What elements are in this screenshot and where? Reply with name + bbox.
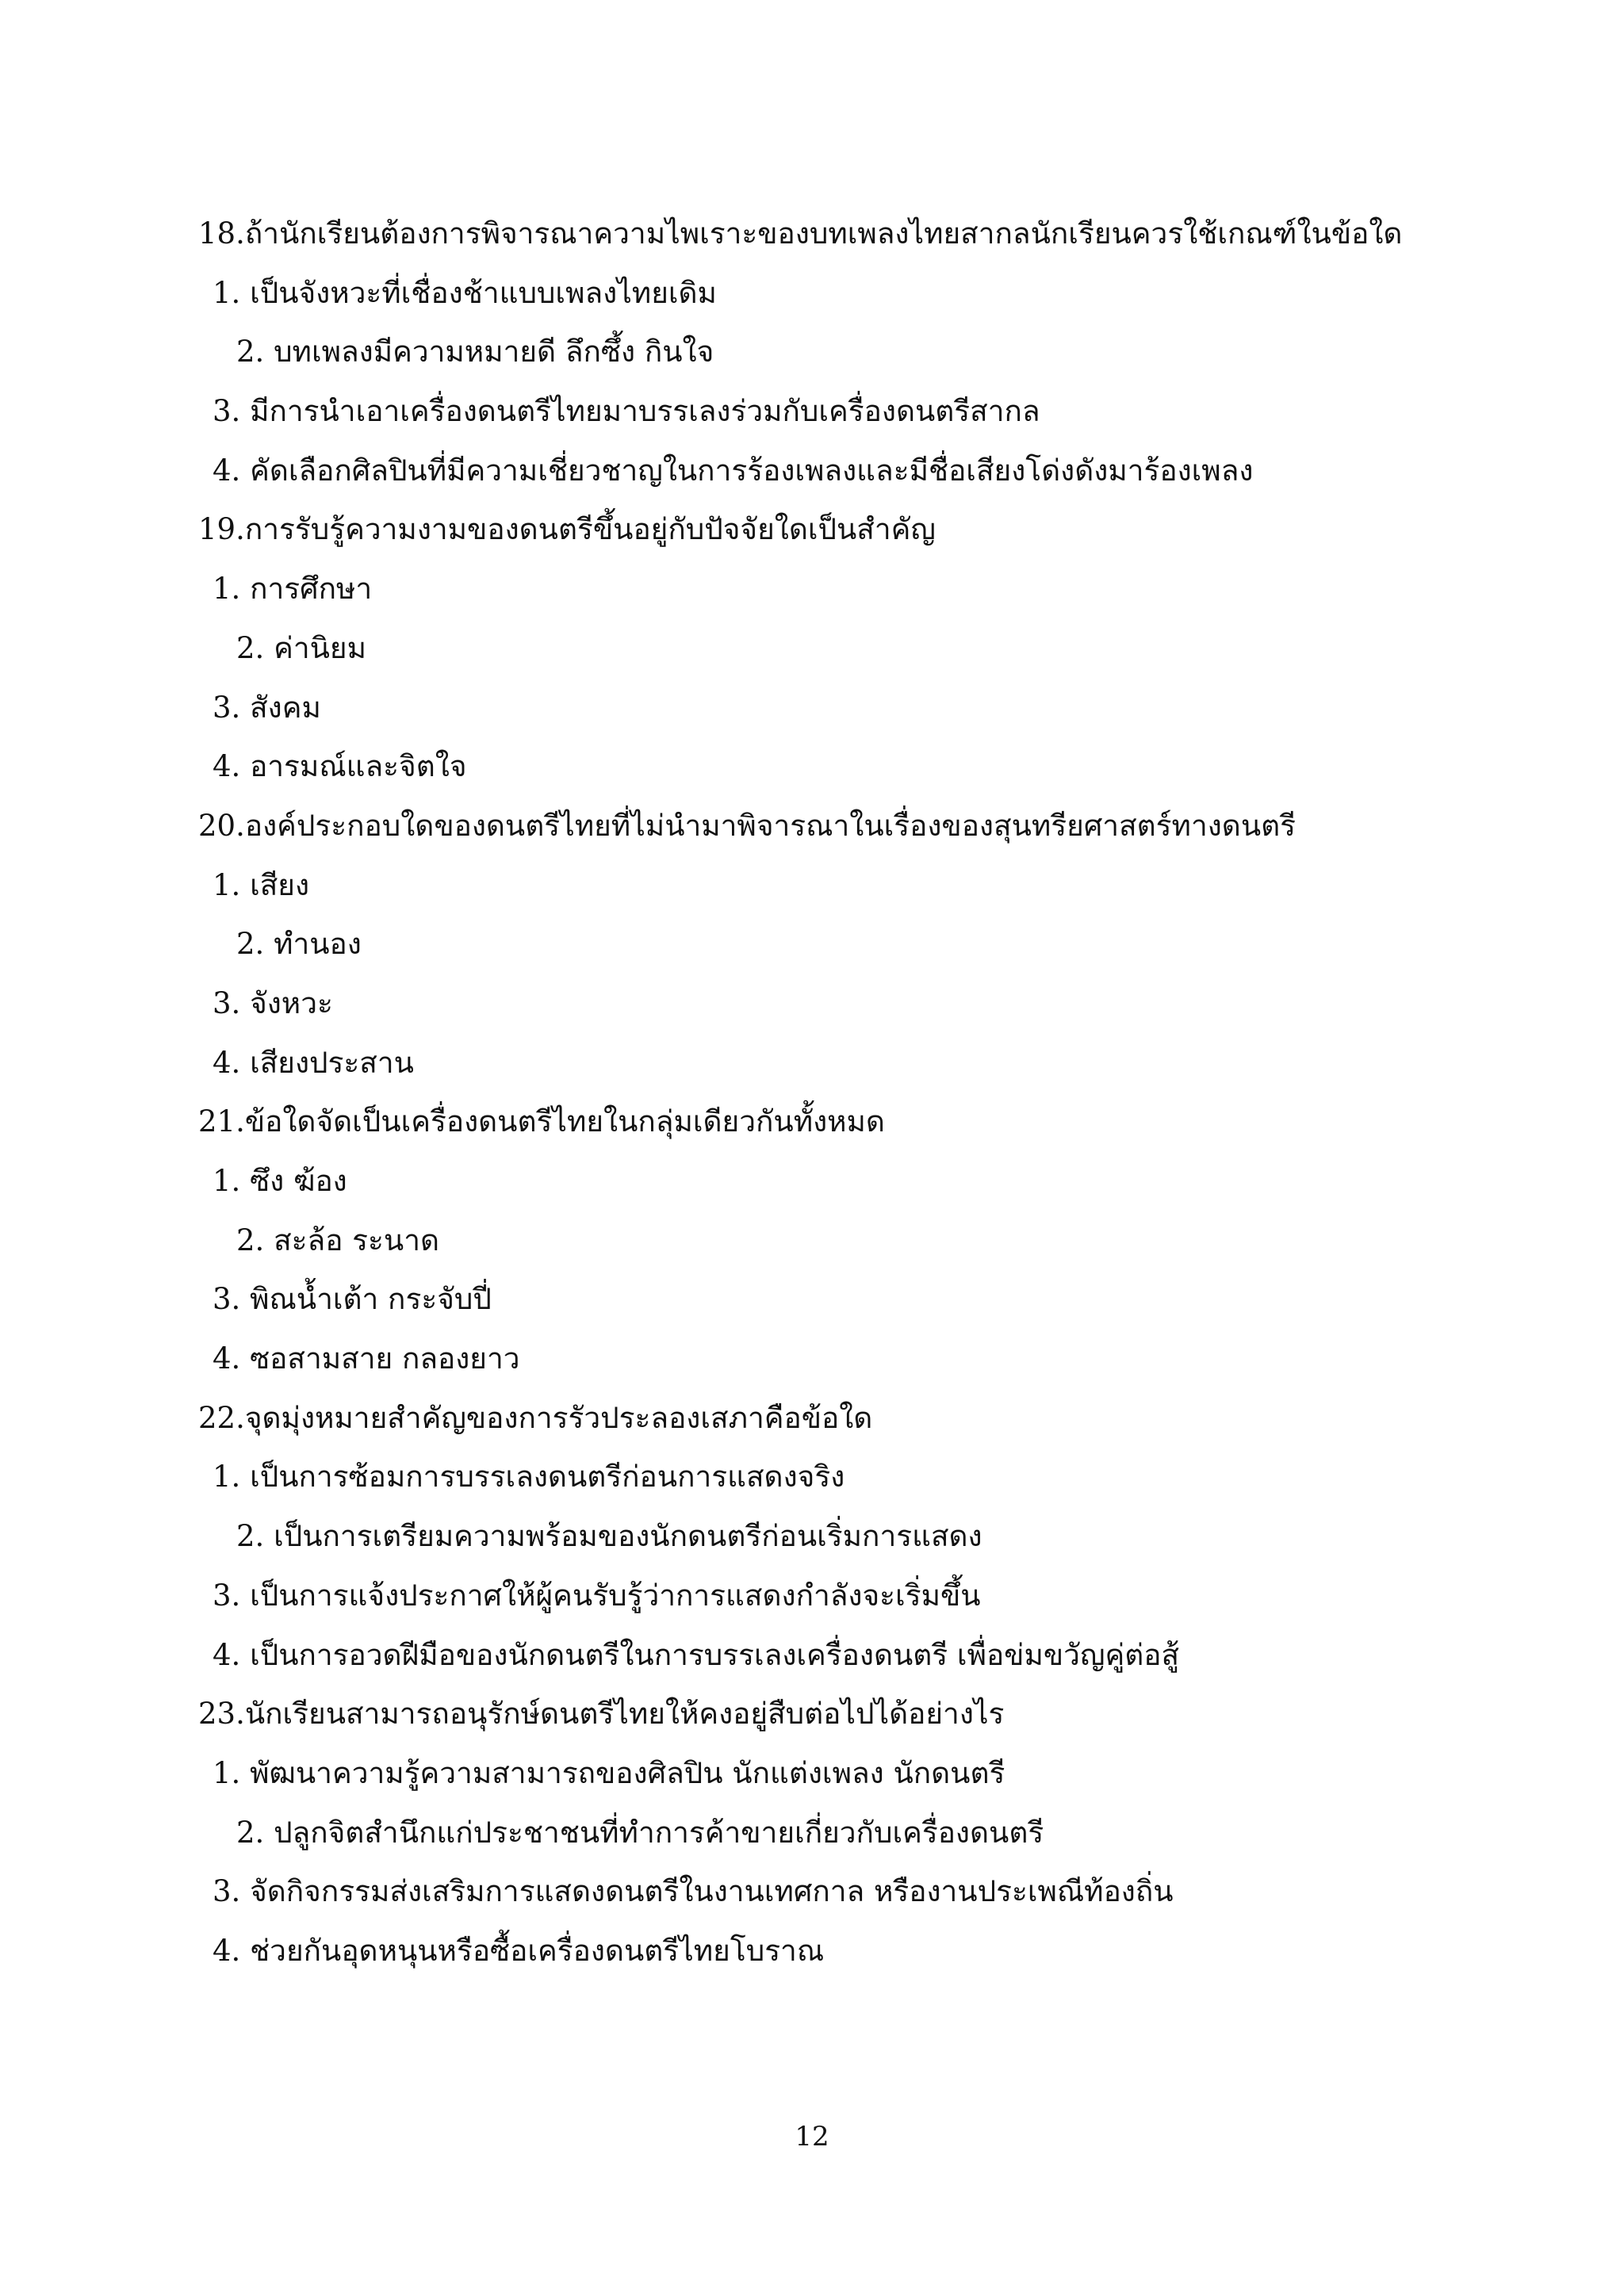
question-text: จุดมุ่งหมายสำคัญของการรัวประลองเสภาคือข้อใด: [244, 1400, 873, 1435]
choice-20-1: 1. เสียง: [213, 867, 310, 902]
choice-20-2: 2. ทำนอง: [236, 927, 362, 962]
choice-19-1: 1. การศึกษา: [213, 572, 373, 607]
page-number: 12: [795, 2121, 829, 2152]
choice-18-1: 1. เป็นจังหวะที่เชื่องช้าแบบเพลงไทยเดิม: [213, 275, 717, 310]
choice-22-1: 1. เป็นการซ้อมการบรรเลงดนตรีก่อนการแสดงจริง: [213, 1460, 845, 1494]
question-text: นักเรียนสามารถอนุรักษ์ดนตรีไทยให้คงอยู่สืบต่อไปได้อย่างไร: [244, 1697, 1005, 1732]
question-list: [198, 205, 1467, 1981]
choice-21-4: 4. ซอสามสาย กลองยาว: [213, 1341, 520, 1376]
choice-18-4: 4. คัดเลือกศิลปินที่มีความเชี่ยวชาญในการร้องเพลงและมีชื่อเสียงโด่งดังมาร้องเพลง: [213, 453, 1254, 488]
choice-22-2: 2. เป็นการเตรียมความพร้อมของนักดนตรีก่อนเริ่มการแสดง: [236, 1519, 982, 1554]
question-23: [198, 1685, 1467, 1744]
question-text: การรับรู้ความงามของดนตรีขึ้นอยู่กับปัจจัยใดเป็นสำคัญ: [244, 512, 936, 547]
choice-23-2: 2. ปลูกจิตสำนึกแก่ประชาชนที่ทำการค้าขายเกี่ยวกับเครื่องดนตรี: [236, 1815, 1044, 1850]
question-text: ข้อใดจัดเป็นเครื่องดนตรีไทยในกลุ่มเดียวกันทั้งหมด: [244, 1104, 885, 1139]
choice-21-1: 1. ซึง ฆ้อง: [213, 1164, 347, 1198]
choice-19-4: 4. อารมณ์และจิตใจ: [213, 749, 467, 784]
choice-19-3: 3. สังคม: [213, 690, 321, 725]
choice-23-4: 4. ช่วยกันอุดหนุนหรือซื้อเครื่องดนตรีไทยโบราณ: [213, 1933, 825, 1968]
choice-20-4: 4. เสียงประสาน: [213, 1045, 414, 1080]
choice-18-3: 3. มีการนำเอาเครื่องดนตรีไทยมาบรรเลงร่วมกับเครื่องดนตรีสากล: [213, 394, 1040, 429]
choice-21-3: 3. พิณน้ำเต้า กระจับปี่: [213, 1282, 492, 1317]
choice-23-1: 1. พัฒนาความรู้ความสามารถของศิลปิน นักแต่งเพลง นักดนตรี: [213, 1755, 1005, 1790]
question-text: องค์ประกอบใดของดนตรีไทยที่ไม่นำมาพิจารณาในเรื่องของสุนทรียศาสตร์ทางดนตรี: [244, 808, 1297, 843]
choice-19-2: 2. ค่านิยม: [236, 630, 366, 665]
question-22: [198, 1389, 1467, 1448]
choice-22-3: 3. เป็นการแจ้งประกาศให้ผู้คนรับรู้ว่าการแสดงกำลังจะเริ่มขึ้น: [213, 1578, 981, 1613]
choice-22-4: 4. เป็นการอวดฝีมือของนักดนตรีในการบรรเลงเครื่องดนตรี เพื่อข่มขวัญคู่ต่อสู้: [213, 1637, 1180, 1672]
question-number: 18.: [198, 216, 245, 251]
question-20: [198, 797, 1467, 856]
choice-20-3: 3. จังหวะ: [213, 985, 333, 1020]
choice-23-3: 3. จัดกิจกรรมส่งเสริมการแสดงดนตรีในงานเทศกาล หรืองานประเพณีท้องถิ่น: [213, 1874, 1174, 1909]
question-21: [198, 1093, 1467, 1152]
choice-21-2: 2. สะล้อ ระนาด: [236, 1223, 440, 1257]
question-number: 20.: [198, 808, 245, 843]
question-number: 22.: [198, 1400, 245, 1435]
question-18: [198, 205, 1467, 264]
question-number: 19.: [198, 512, 245, 547]
question-19: [198, 500, 1467, 560]
question-number: 21.: [198, 1104, 245, 1139]
question-number: 23.: [198, 1697, 245, 1732]
choice-18-2: 2. บทเพลงมีความหมายดี ลึกซึ้ง กินใจ: [236, 335, 714, 369]
question-text: ถ้านักเรียนต้องการพิจารณาความไพเราะของบทเพลงไทยสากลนักเรียนควรใช้เกณฑ์ในข้อใด: [244, 216, 1403, 251]
